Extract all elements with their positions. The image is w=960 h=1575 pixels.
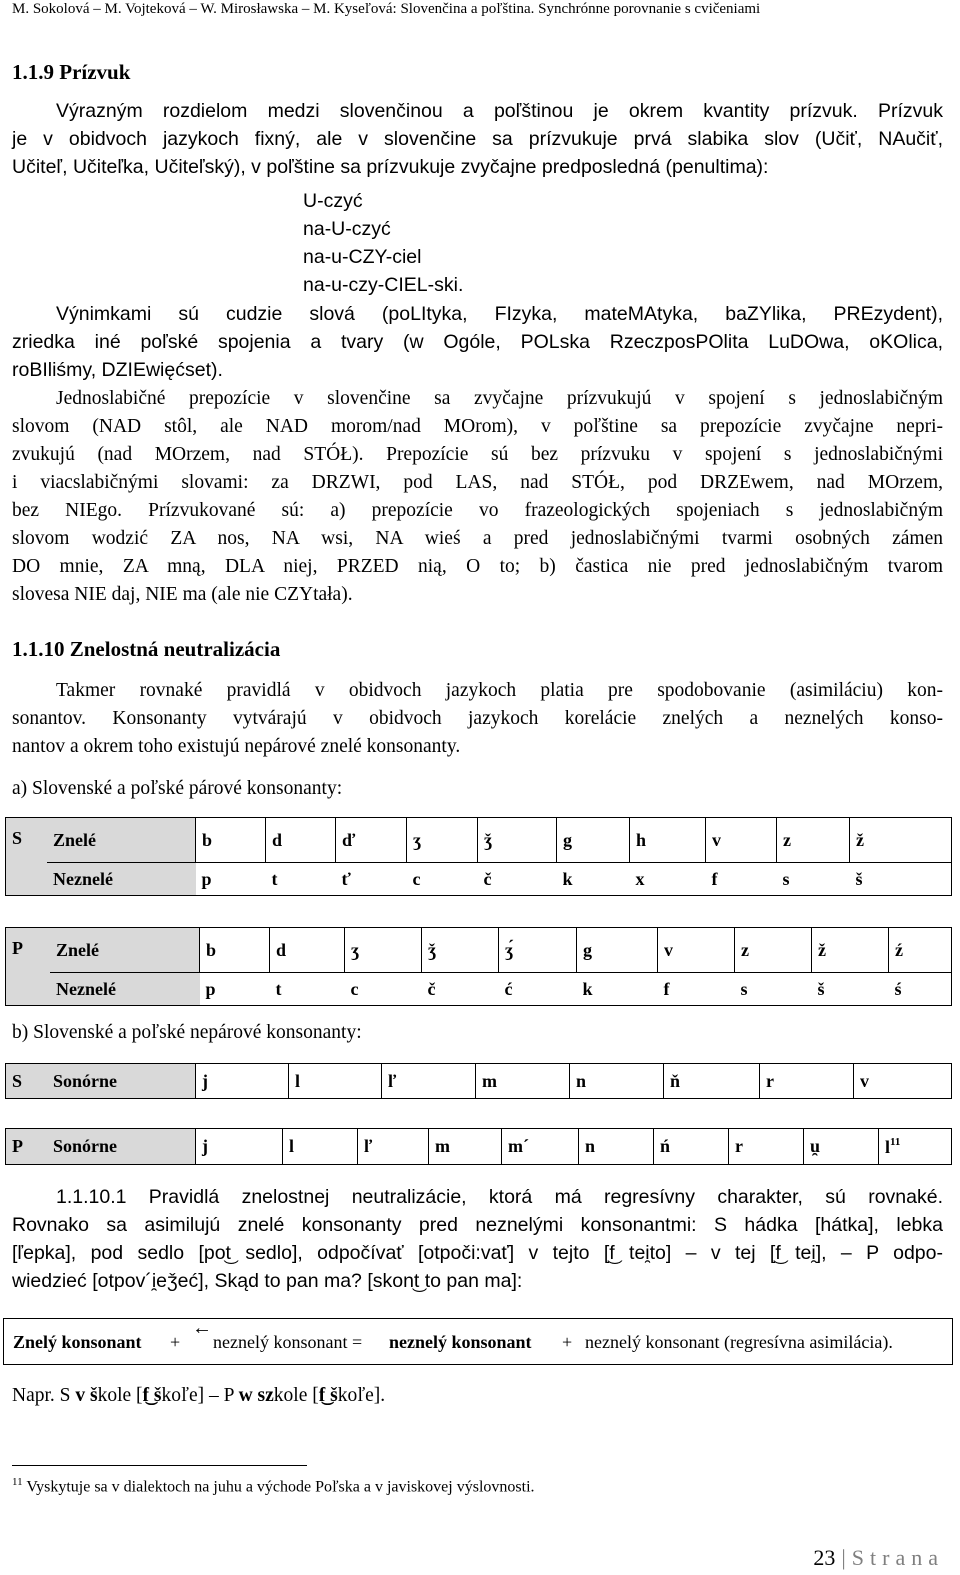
paragraph-neutralization-rule xyxy=(12,1183,943,1295)
consonant-cell: ǯ xyxy=(422,928,499,973)
consonant-cell: t xyxy=(266,863,336,896)
consonant-cell: ľ xyxy=(358,1129,429,1165)
example-word: na-u-CZY-ciel xyxy=(303,246,422,268)
consonant-cell: z xyxy=(735,928,812,973)
consonant-cell: ľ xyxy=(382,1064,476,1099)
language-cell: S xyxy=(6,1064,48,1099)
row-label-voiced: Znelé xyxy=(50,928,200,973)
example-text: koľe]. xyxy=(337,1385,386,1406)
consonant-cell: n xyxy=(570,1064,664,1099)
stress-examples xyxy=(303,187,463,299)
footnote-divider xyxy=(12,1465,307,1466)
row-label-sonorant: Sonórne xyxy=(47,1064,196,1099)
text-line: zvukujú (nad MOrzem, nad STÓŁ). Prepozície sú bez prízvuku v spojení s jednoslabičnými xyxy=(12,444,943,465)
left-arrow-icon: ← xyxy=(192,1317,212,1339)
table-sonorants-slovak xyxy=(5,1063,952,1099)
consonant-cell: š xyxy=(812,973,889,1006)
text-line: Výrazným rozdielom medzi slovenčinou a poľštinou je okrem kvantity prízvuk. Prízvuk xyxy=(56,100,943,122)
assimilation-formula-box xyxy=(3,1318,953,1365)
consonant-cell: m´ xyxy=(502,1129,579,1165)
formula-voiceless-consonant: neznelý konsonant = xyxy=(213,1332,363,1352)
consonant-cell: š xyxy=(850,863,952,896)
text-line: wiedzieć [otpov´i̯eǯeć], Skąd to pan ma? [skont͜ to pan ma]: xyxy=(12,1270,523,1292)
text-line: 1.1.10.1 Pravidlá znelostnej neutralizácie, ktorá má regresívny charakter, sú rovnaké. xyxy=(56,1186,943,1208)
consonant-cell: ž xyxy=(850,818,952,863)
consonant-cell: h xyxy=(630,818,706,863)
formula-plus: + xyxy=(170,1332,181,1352)
footnote-text: Vyskytuje sa v dialektoch na juhu a východe Poľska a v javiskovej výslovnosti. xyxy=(26,1478,535,1496)
paragraph-prepositions xyxy=(12,385,943,609)
section-title-1-1-10: 1.1.10 Znelostná neutralizácia xyxy=(12,637,281,661)
page-number xyxy=(813,1545,944,1571)
consonant-cell: k xyxy=(577,973,658,1006)
consonant-cell: f xyxy=(706,863,777,896)
consonant-cell: g xyxy=(557,818,630,863)
consonant-cell: v xyxy=(854,1064,952,1099)
table-paired-consonants-polish xyxy=(5,927,952,1006)
consonant-cell: ď xyxy=(336,818,407,863)
consonant-cell: ž xyxy=(812,928,889,973)
example-bold: f͜ š xyxy=(318,1385,338,1406)
consonant-cell: c xyxy=(345,973,422,1006)
example-line xyxy=(12,1382,385,1410)
language-cell: P xyxy=(6,1129,48,1165)
formula-voiced-consonant: Znelý konsonant xyxy=(13,1332,142,1352)
section-title-1-1-9: 1.1.9 Prízvuk xyxy=(12,60,131,84)
text-line: slovom wodzić ZA nos, NA wsi, NA wieś a pred jednoslabičnými tvarmi osobných zámen xyxy=(12,528,943,549)
formula-result: neznelý konsonant xyxy=(389,1332,532,1352)
example-bold: f͜ š xyxy=(142,1385,162,1406)
consonant-cell: b xyxy=(196,818,266,863)
consonant-cell: l xyxy=(289,1064,382,1099)
consonant-cell: r xyxy=(760,1064,854,1099)
consonant-cell: b xyxy=(200,928,270,973)
language-cell: P xyxy=(6,928,51,1006)
consonant-text: l xyxy=(885,1136,891,1157)
text-line: Jednoslabičné prepozície v slovenčine sa zvyčajne prízvukujú v spojení s jednoslabičným xyxy=(56,388,943,409)
consonant-cell: n xyxy=(579,1129,654,1165)
text-line: Výnimkami sú cudzie slová (poLItyka, FIzyka, mateMAtyka, baZYlika, PREzydent), xyxy=(56,303,943,325)
page-number-value: 23 xyxy=(813,1545,836,1570)
consonant-cell: ć xyxy=(499,973,577,1006)
example-word: na-U-czyć xyxy=(303,218,391,240)
text-line: slovom (NAD stôl, ale NAD morom/nad MOrom), v poľštine sa prepozície zvyčajne nepri- xyxy=(12,416,943,437)
consonant-cell: ʒ xyxy=(345,928,422,973)
page-label: Strana xyxy=(851,1545,944,1570)
consonant-cell: t xyxy=(270,973,345,1006)
consonant-cell: ť xyxy=(336,863,407,896)
label-unpaired-consonants: b) Slovenské a poľské nepárové konsonanty: xyxy=(12,1022,362,1043)
row-label-voiceless: Neznelé xyxy=(50,973,200,1006)
paragraph-stress-intro xyxy=(12,97,943,181)
text-line: Takmer rovnaké pravidlá v obidvoch jazykoch platia pre spodobovanie (asimiláciu) kon- xyxy=(56,680,943,701)
consonant-cell: s xyxy=(777,863,850,896)
page-separator: | xyxy=(841,1545,846,1570)
example-bold: v š xyxy=(75,1385,98,1406)
consonant-cell: v xyxy=(658,928,735,973)
consonant-cell: ź xyxy=(889,928,952,973)
table-sonorants-polish xyxy=(5,1128,952,1165)
footnote-ref: 11 xyxy=(890,1135,901,1148)
consonant-cell: k xyxy=(557,863,630,896)
text-line: je v obidvoch jazykoch fixný, ale v slovenčine sa prízvukuje prvá slabika slov (Učiť, NAučiť, xyxy=(12,128,943,150)
consonant-cell: č xyxy=(422,973,499,1006)
example-text: kole [ xyxy=(273,1385,319,1406)
text-line: Učiteľ, Učiteľka, Učiteľský), v poľštine sa prízvukuje zvyčajne predposledná (penultima): xyxy=(12,156,769,178)
running-header: M. Sokolová – M. Vojteková – W. Mirosławska – M. Kyseľová: Slovenčina a poľština. Synchrónne porovnanie s cvičeniami xyxy=(12,1,761,17)
table-paired-consonants-slovak xyxy=(5,817,952,896)
consonant-cell: c xyxy=(407,863,478,896)
formula-result-detail: neznelý konsonant (regresívna asimilácia). xyxy=(585,1332,893,1352)
consonant-cell: v xyxy=(706,818,777,863)
consonant-cell: ň xyxy=(664,1064,760,1099)
consonant-cell: z xyxy=(777,818,850,863)
example-bold: w sz xyxy=(238,1385,274,1406)
consonant-cell: x xyxy=(630,863,706,896)
text-line: bez NIEgo. Prízvukované sú: a) prepozície vo frazeologických spojeniach s jednoslabičným xyxy=(12,500,943,521)
footnote-number: 11 xyxy=(12,1476,23,1488)
formula-plus: + xyxy=(562,1332,573,1352)
language-cell: S xyxy=(6,818,48,896)
text-line: roBIliśmy, DZIEwięćset). xyxy=(12,359,223,381)
consonant-cell: d xyxy=(270,928,345,973)
consonant-cell: p xyxy=(200,973,270,1006)
paragraph-exceptions xyxy=(12,300,943,384)
text-line: Rovnako sa asimilujú znelé konsonanty pred neznelými konsonantmi: S hádka [hátka], lebka xyxy=(12,1214,943,1236)
consonant-cell xyxy=(879,1129,952,1165)
text-line: sonantov. Konsonanty vytvárajú v obidvoch jazykoch korelácie znelých a neznelých konso- xyxy=(12,708,943,729)
example-word: U-czyć xyxy=(303,190,363,212)
paragraph-neutralization-intro xyxy=(12,677,943,761)
text-line: nantov a okrem toho existujú nepárové znelé konsonanty. xyxy=(12,736,461,757)
consonant-cell: ʒ́ xyxy=(499,928,577,973)
consonant-cell: d xyxy=(266,818,336,863)
row-label-voiced: Znelé xyxy=(47,818,196,863)
text-line: [ľepka], pod sedlo [pot͜ sedlo], odpočívať [otpoči:vať] v tejto [f͜ tei̯to] – v tej [f͜ tei̯], – P odpo- xyxy=(12,1242,943,1264)
consonant-cell: l xyxy=(283,1129,358,1165)
consonant-cell: f xyxy=(658,973,735,1006)
consonant-cell: j xyxy=(196,1129,283,1165)
text-line: slovesa NIE daj, NIE ma (ale nie CZYtała). xyxy=(12,584,353,605)
consonant-cell: g xyxy=(577,928,658,973)
label-paired-consonants: a) Slovenské a poľské párové konsonanty: xyxy=(12,778,343,799)
consonant-cell: ś xyxy=(889,973,952,1006)
example-text: kole [ xyxy=(97,1385,143,1406)
text-line: i viacslabičnými slovami: za DRZWI, pod LAS, nad STÓŁ, pod DRZEwem, nad MOrzem, xyxy=(12,472,943,493)
text-line: zriedka iné poľské spojenia a tvary (w Ogóle, POLska RzeczposPOlita LuDOwa, oKOlica, xyxy=(12,331,943,353)
row-label-voiceless: Neznelé xyxy=(47,863,196,896)
consonant-cell: r xyxy=(729,1129,804,1165)
consonant-cell: č xyxy=(478,863,557,896)
footnote xyxy=(12,1476,535,1496)
consonant-cell: ǯ xyxy=(478,818,557,863)
consonant-cell: p xyxy=(196,863,266,896)
consonant-cell: m xyxy=(476,1064,570,1099)
consonant-cell: s xyxy=(735,973,812,1006)
row-label-sonorant: Sonórne xyxy=(47,1129,196,1165)
example-word: na-u-czy-CIEL-ski. xyxy=(303,274,464,296)
consonant-cell: u̯ xyxy=(804,1129,879,1165)
consonant-cell: ń xyxy=(654,1129,729,1165)
consonant-cell: ʒ xyxy=(407,818,478,863)
consonant-cell: j xyxy=(196,1064,289,1099)
example-text: koľe] – P xyxy=(161,1385,239,1406)
text-line: DO mnie, ZA mną, DLA niej, PRZED nią, O to; b) častica nie pred jednoslabičným tvarom xyxy=(12,556,943,577)
consonant-cell: m xyxy=(429,1129,502,1165)
example-text: Napr. S xyxy=(12,1385,76,1406)
